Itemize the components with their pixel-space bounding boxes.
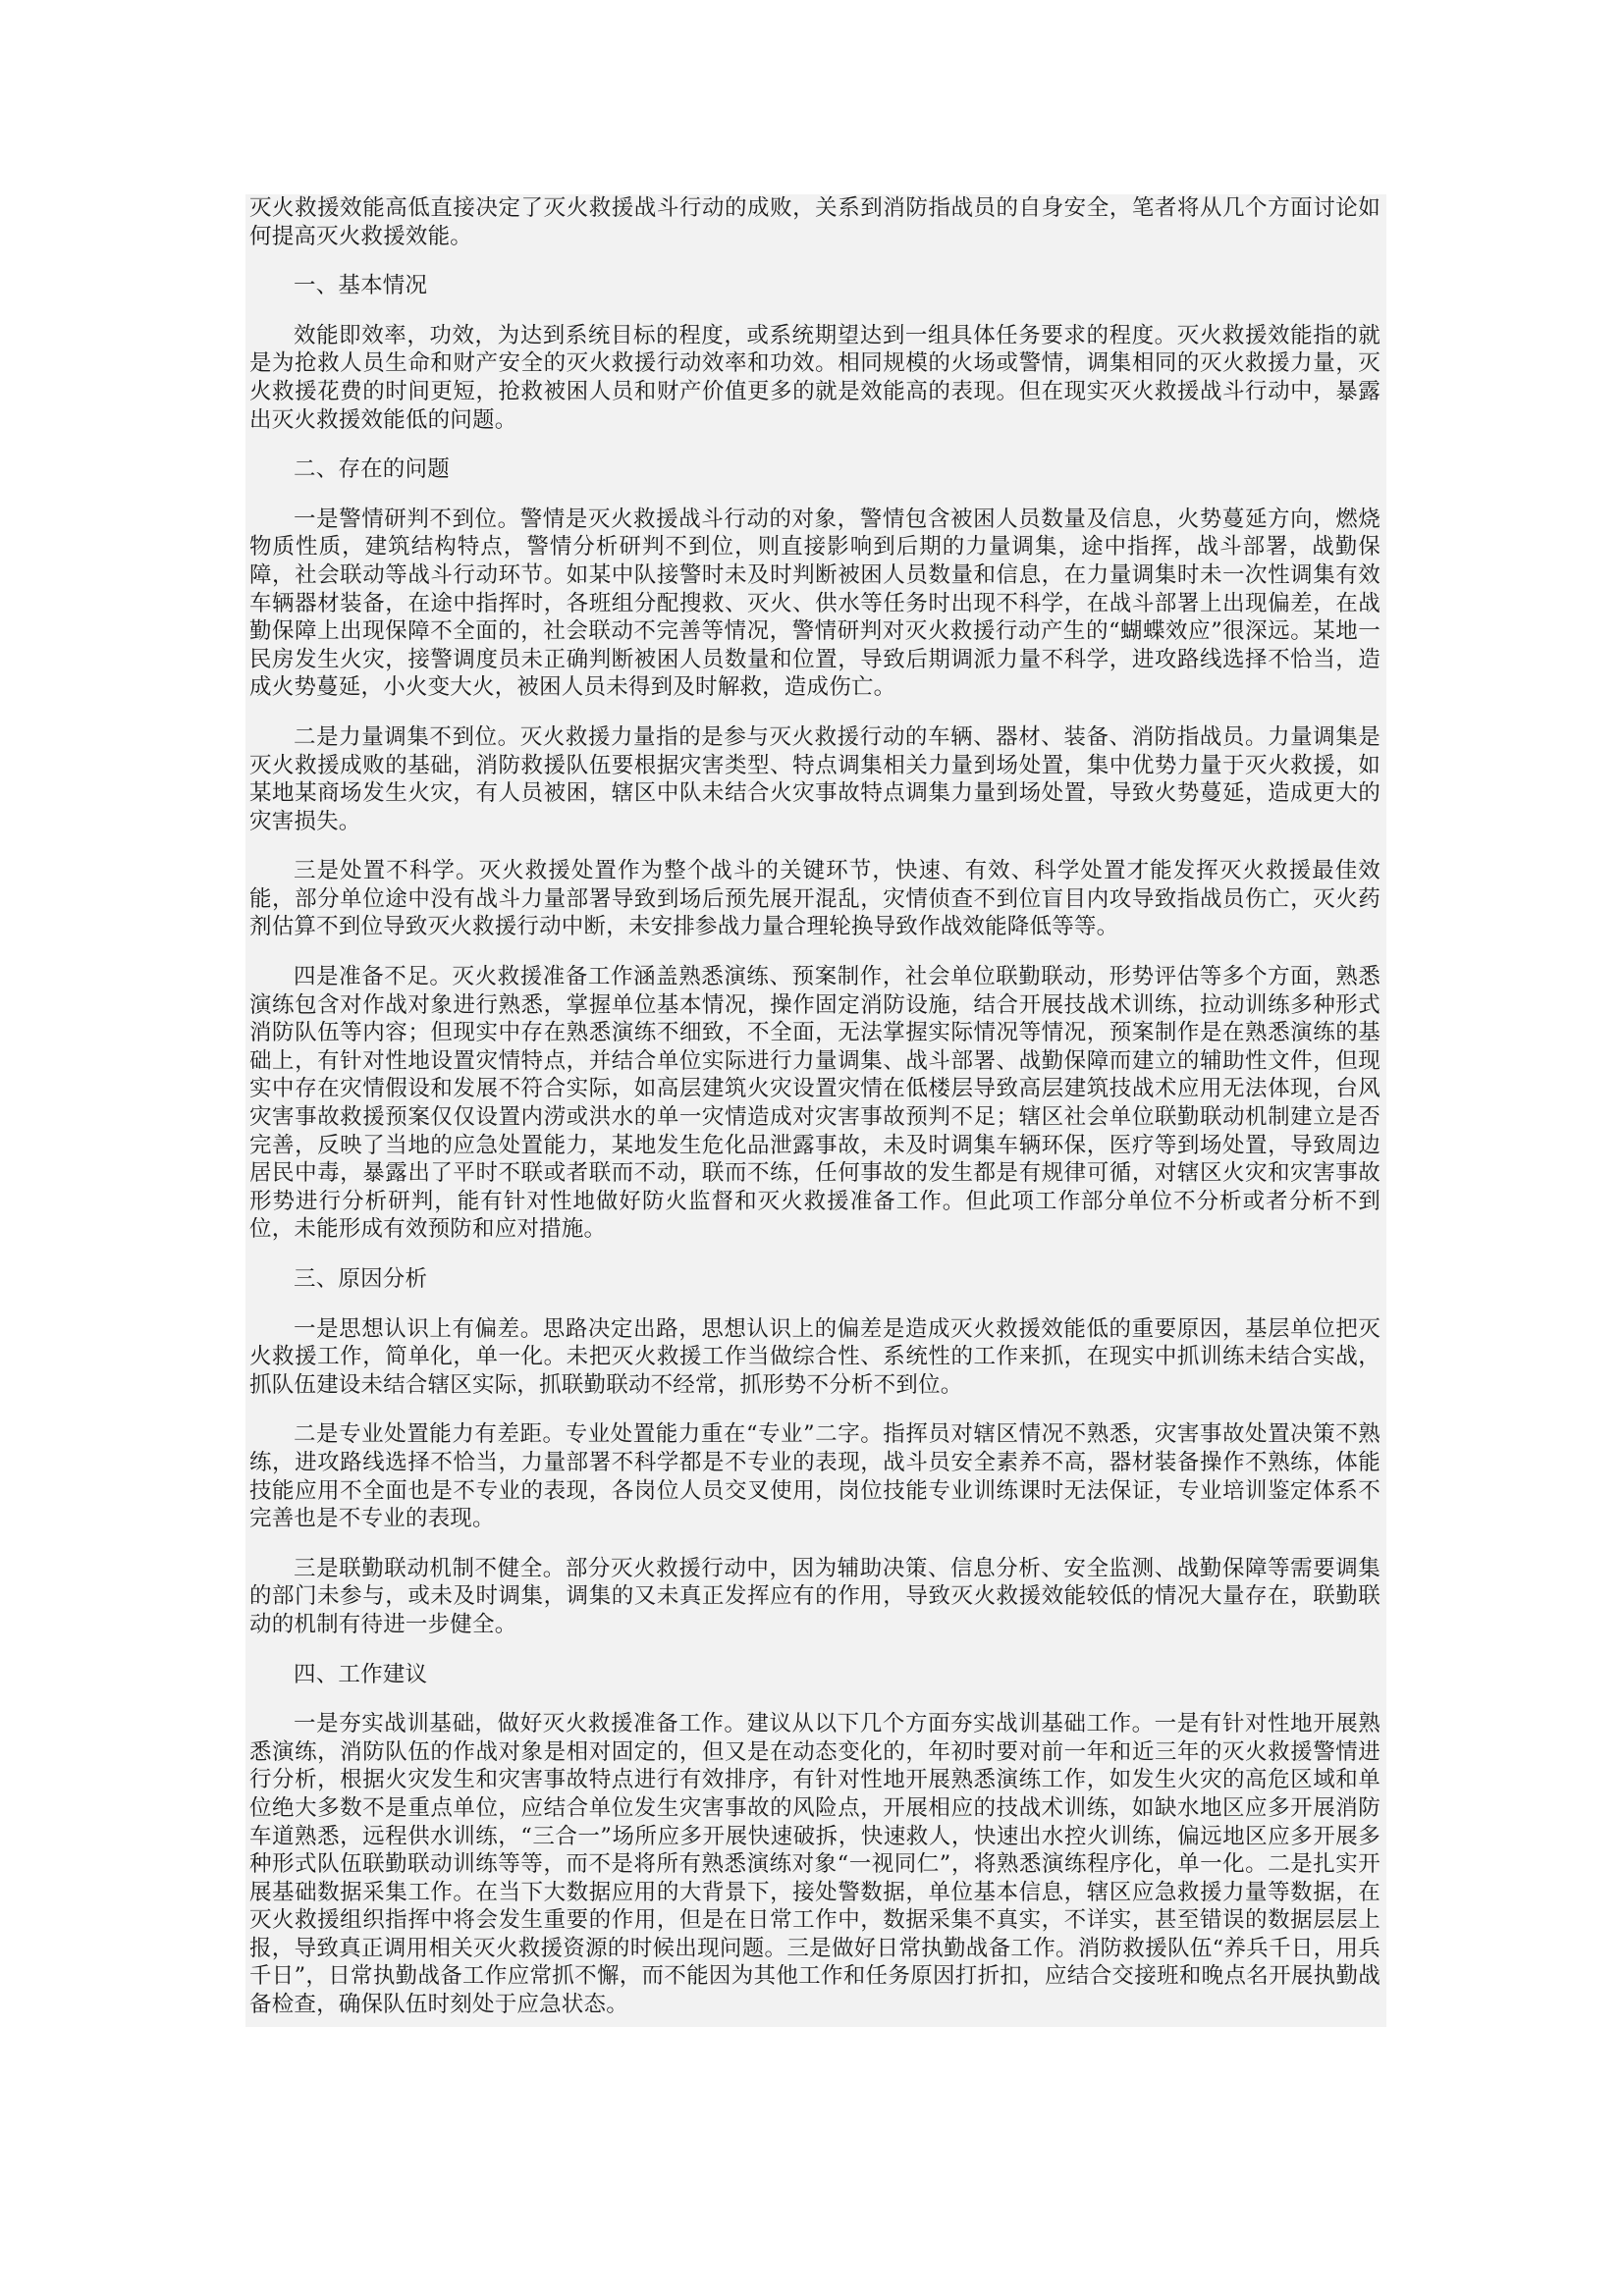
section-heading-basic: 一、基本情况 [294, 273, 428, 299]
body-paragraph: 一是警情研判不到位。警情是灭火救援战斗行动的对象，警情包含被困人员数量及信息，火势蔓延方向，燃烧物质性质，建筑结构特点，警情分析研判不到位，则直接影响到后期的力量调集，途中指挥，战斗部署，战勤保障，社会联动等战斗行动环节。如某中队接警时未及时判断被困人员数量和信息，在力量调集时未一次性调集有效车辆器材装备，在途中指挥时，各班组分配搜救、灭火、供水等任务时出现不科学，在战斗部署上出现偏差，在战勤保障上出现保障不全面的，社会联动不完善等情况，警情研判对灭火救援行动产生的“蝴蝶效应”很深远。某地一民房发生火灾，接警调度员未正确判断被困人员数量和位置，导致后期调派力量不科学，进攻路线选择不恰当，造成火势蔓延，小火变大火，被困人员未得到及时解救，造成伤亡。 [249, 506, 1380, 701]
body-paragraph: 二是专业处置能力有差距。专业处置能力重在“专业”二字。指挥员对辖区情况不熟悉，灾害事故处置决策不熟练，进攻路线选择不恰当，力量部署不科学都是不专业的表现，战斗员安全素养不高，器材装备操作不熟练，体能技能应用不全面也是不专业的表现，各岗位人员交叉使用，岗位技能专业训练课时无法保证，专业培训鉴定体系不完善也是不专业的表现。 [249, 1421, 1380, 1532]
body-paragraph: 一是思想认识上有偏差。思路决定出路，思想认识上的偏差是造成灭火救援效能低的重要原因，基层单位把灭火救援工作，简单化，单一化。未把灭火救援工作当做综合性、系统性的工作来抓，在现实中抓训练未结合实战，抓队伍建设未结合辖区实际，抓联勤联动不经常，抓形势不分析不到位。 [249, 1315, 1380, 1398]
section-heading-suggestions: 四、工作建议 [294, 1661, 428, 1687]
body-paragraph: 三是联勤联动机制不健全。部分灭火救援行动中，因为辅助决策、信息分析、安全监测、战勤保障等需要调集的部门未参与，或未及时调集，调集的又未真正发挥应有的作用，导致灭火救援效能较低的情况大量存在，联勤联动的机制有待进一步健全。 [249, 1555, 1380, 1637]
section-heading-problems: 二、存在的问题 [294, 456, 450, 483]
section-heading-causes: 三、原因分析 [294, 1266, 428, 1292]
body-paragraph: 二是力量调集不到位。灭火救援力量指的是参与灭火救援行动的车辆、器材、装备、消防指战员。力量调集是灭火救援成败的基础，消防救援队伍要根据灾害类型、特点调集相关力量到场处置，集中优势力量于灭火救援，如某地某商场发生火灾，有人员被困，辖区中队未结合火灾事故特点调集力量到场处置，导致火势蔓延，造成更大的灾害损失。 [249, 723, 1380, 834]
body-paragraph: 三是处置不科学。灭火救援处置作为整个战斗的关键环节，快速、有效、科学处置才能发挥灭火救援最佳效能，部分单位途中没有战斗力量部署导致到场后预先展开混乱，灾情侦查不到位盲目内攻导致指战员伤亡，灭火药剂估算不到位导致灭火救援行动中断，未安排参战力量合理轮换导致作战效能降低等等。 [249, 858, 1380, 940]
body-paragraph: 效能即效率，功效，为达到系统目标的程度，或系统期望达到一组具体任务要求的程度。灭火救援效能指的就是为抢救人员生命和财产安全的灭火救援行动效率和功效。相同规模的火场或警情，调集相同的灭火救援力量，灭火救援花费的时间更短，抢救被困人员和财产价值更多的就是效能高的表现。但在现实灭火救援战斗行动中，暴露出灭火救援效能低的问题。 [249, 322, 1380, 433]
body-paragraph: 一是夯实战训基础，做好灭火救援准备工作。建议从以下几个方面夯实战训基础工作。一是有针对性地开展熟悉演练，消防队伍的作战对象是相对固定的，但又是在动态变化的，年初时要对前一年和近三年的灭火救援警情进行分析，根据火灾发生和灾害事故特点进行有效排序，有针对性地开展熟悉演练工作，如发生火灾的高危区域和单位绝大多数不是重点单位，应结合单位发生灾害事故的风险点，开展相应的技战术训练，如缺水地区应多开展消防车道熟悉，远程供水训练，“三合一”场所应多开展快速破拆，快速救人，快速出水控火训练，偏远地区应多开展多种形式队伍联勤联动训练等等，而不是将所有熟悉演练对象“一视同仁”，将熟悉演练程序化，单一化。二是扎实开展基础数据采集工作。在当下大数据应用的大背景下，接处警数据，单位基本信息，辖区应急救援力量等数据，在灭火救援组织指挥中将会发生重要的作用，但是在日常工作中，数据采集不真实，不详实，甚至错误的数据层层上报，导致真正调用相关灭火救援资源的时候出现问题。三是做好日常执勤战备工作。消防救援队伍“养兵千日，用兵千日”，日常执勤战备工作应常抓不懈，而不能因为其他工作和任务原因打折扣，应结合交接班和晚点名开展执勤战备检查，确保队伍时刻处于应急状态。 [249, 1711, 1380, 2018]
document-body [245, 194, 1386, 2027]
intro-paragraph: 灭火救援效能高低直接决定了灭火救援战斗行动的成败，关系到消防指战员的自身安全，笔者将从几个方面讨论如何提高灭火救援效能。 [249, 195, 1380, 249]
body-paragraph: 四是准备不足。灭火救援准备工作涵盖熟悉演练、预案制作，社会单位联勤联动，形势评估等多个方面，熟悉演练包含对作战对象进行熟悉，掌握单位基本情况，操作固定消防设施，结合开展技战术训练，拉动训练多种形式消防队伍等内容；但现实中存在熟悉演练不细致，不全面，无法掌握实际情况等情况，预案制作是在熟悉演练的基础上，有针对性地设置灾情特点，并结合单位实际进行力量调集、战斗部署、战勤保障而建立的辅助性文件，但现实中存在灾情假设和发展不符合实际，如高层建筑火灾设置灾情在低楼层导致高层建筑技战术应用无法体现，台风灾害事故救援预案仅仅设置内涝或洪水的单一灾情造成对灾害事故预判不足；辖区社会单位联勤联动机制建立是否完善，反映了当地的应急处置能力，某地发生危化品泄露事故，未及时调集车辆环保，医疗等到场处置，导致周边居民中毒，暴露出了平时不联或者联而不动，联而不练，任何事故的发生都是有规律可循，对辖区火灾和灾害事故形势进行分析研判，能有针对性地做好防火监督和灭火救援准备工作。但此项工作部分单位不分析或者分析不到位，未能形成有效预防和应对措施。 [249, 964, 1380, 1243]
